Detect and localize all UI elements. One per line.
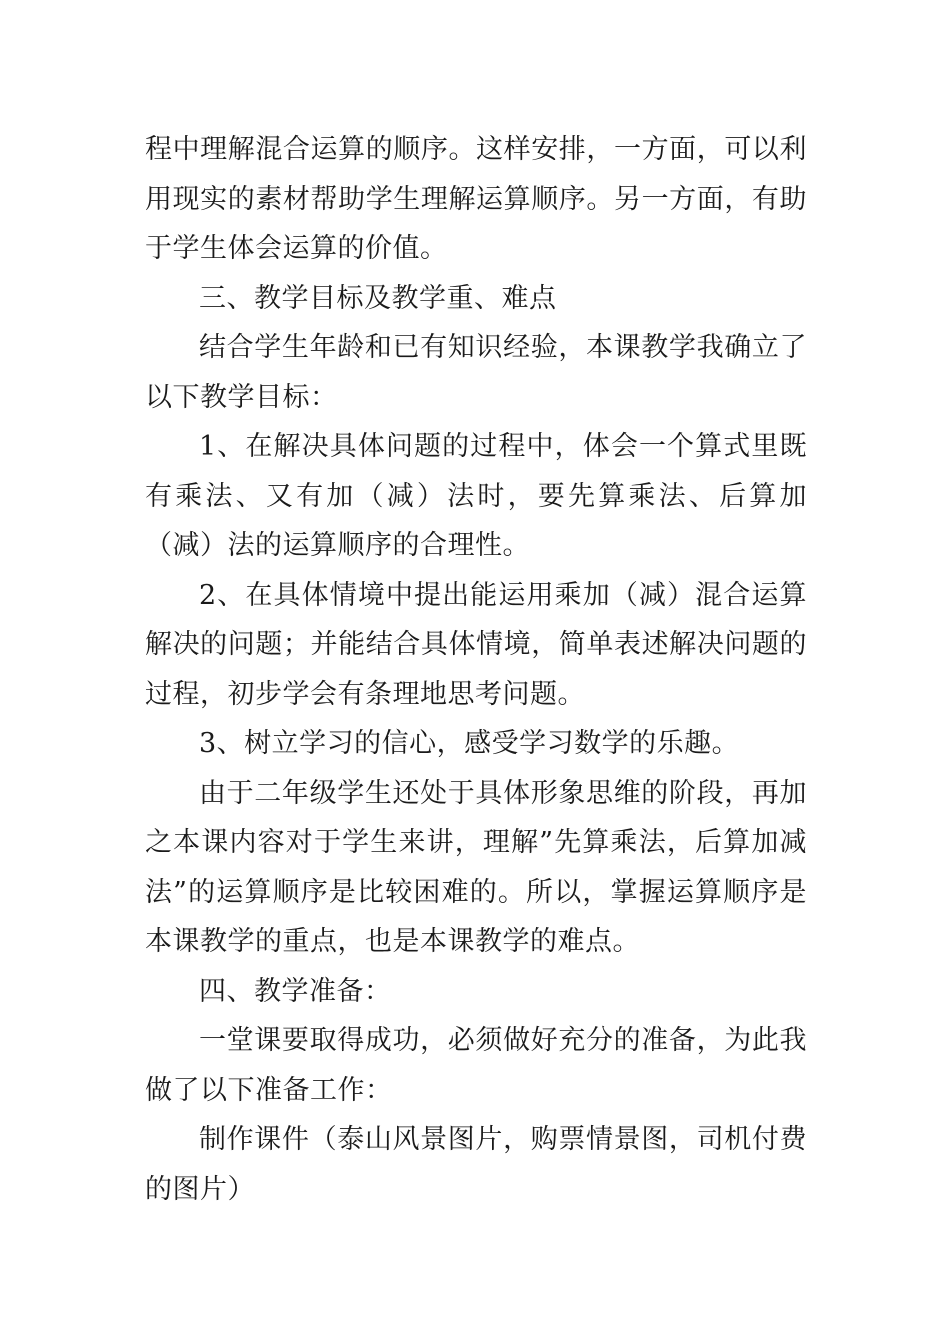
section-heading-preparation: 四、教学准备： — [199, 975, 392, 1007]
paragraph-continuation: 程中理解混合运算的顺序。这样安排，一方面，可以利用现实的素材帮助学生理解运算顺序。另一方面，有助于学生体会运算的价值。 — [145, 134, 807, 264]
paragraph-key-points: 由于二年级学生还处于具体形象思维的阶段，再加之本课内容对于学生来讲，理解”先算乘法，后算加减法”的运算顺序是比较困难的。所以，掌握运算顺序是本课教学的重点，也是本课教学的难点。 — [145, 777, 807, 957]
document-body — [145, 125, 807, 1214]
paragraph-preparation-item: 制作课件（泰山风景图片，购票情景图，司机付费的图片） — [145, 1124, 807, 1205]
section-heading-objectives: 三、教学目标及教学重、难点 — [199, 282, 557, 314]
objective-item-1: 1、在解决具体问题的过程中，体会一个算式里既有乘法、又有加（减）法时，要先算乘法、后算加（减）法的运算顺序的合理性。 — [145, 431, 807, 561]
paragraph-objectives-intro: 结合学生年龄和已有知识经验，本课教学我确立了以下教学目标： — [145, 332, 807, 413]
objective-item-2: 2、在具体情境中提出能运用乘加（减）混合运算解决的问题；并能结合具体情境，简单表述解决问题的过程，初步学会有条理地思考问题。 — [145, 579, 807, 710]
paragraph-preparation-intro: 一堂课要取得成功，必须做好充分的准备，为此我做了以下准备工作： — [145, 1025, 807, 1106]
objective-item-3: 3、树立学习的信心，感受学习数学的乐趣。 — [199, 728, 740, 759]
